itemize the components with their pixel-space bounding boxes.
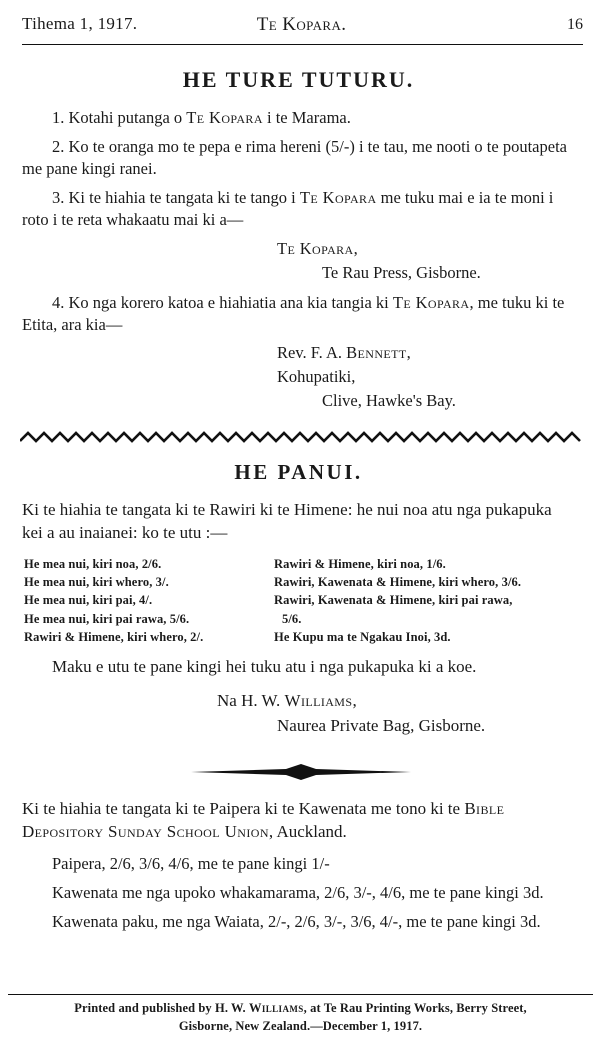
panui-intro: Ki te hiahia te tangata ki te Rawiri ki te Himene: he nui noa atu nga pukapuka kei a au inaianei: ko te utu :— — [22, 500, 552, 543]
address-bennett-region: Clive, Hawke's Bay. — [322, 391, 456, 411]
price-item: He Kupu ma te Ngakau Inoi, 3d. — [274, 629, 451, 644]
price-item-continuation: 5/6. — [282, 611, 302, 626]
section-he-panui — [22, 460, 575, 737]
price-item: He mea nui, kiri noa, 2/6. — [24, 557, 162, 572]
address-te-kopara: Te Kopara, — [277, 238, 358, 258]
price-item: Rawiri & Himene, kiri noa, 1/6. — [274, 557, 446, 572]
address-te-rau-press: Te Rau Press, Gisborne. — [322, 262, 481, 282]
section-panui-heading: HE PANUI. — [234, 460, 363, 485]
address-bennett-place: Kohupatiki, — [277, 367, 356, 387]
page-footer — [0, 994, 601, 1035]
panui-signature-address: Naurea Private Bag, Gisborne. — [277, 715, 486, 735]
price-list-column-left — [22, 555, 274, 646]
price-list — [22, 555, 575, 646]
price-item: He mea nui, kiri pai rawa, 5/6. — [24, 611, 190, 626]
ture-item-4: 4. Ko nga korero katoa e hiahiatia ana kia tangia ki Te Kopara, me tuku ki te Etita, ara kia— — [22, 292, 565, 334]
bible-line-1: Paipera, 2/6, 3/6, 4/6, me te pane kingi 1/- — [52, 854, 330, 874]
page-number: 16 — [567, 16, 583, 33]
ture-item-1: 1. Kotahi putanga o Te Kopara i te Marama. — [52, 108, 351, 127]
bible-line-3: Kawenata paku, me nga Waiata, 2/-, 2/6, 3/-, 3/6, 4/-, me te pane kingi 3d. — [52, 912, 541, 932]
diamond-divider — [191, 764, 411, 780]
ture-item-2: 2. Ko te oranga mo te pepa e rima hereni (5/-) i te tau, me nooti o te poutapeta me pane kingi ranei. — [22, 136, 567, 178]
bible-line-2: Kawenata me nga upoko whakamarama, 2/6, 3/-, 4/6, me te pane kingi 3d. — [52, 883, 544, 903]
ture-item-3: 3. Ki te hiahia te tangata ki te tango i Te Kopara me tuku mai e ia te moni i roto i te reta whakaatu mai ki a— — [22, 187, 554, 229]
footer-line-2: Gisborne, New Zealand.—December 1, 1917. — [178, 1018, 423, 1033]
footer-rule — [8, 994, 593, 995]
panui-signature: Na H. W. Williams, — [217, 691, 357, 711]
running-head-date: Tihema 1, 1917. — [22, 14, 138, 33]
address-bennett-name: Rev. F. A. Bennett, — [277, 343, 411, 363]
section-bible-depository — [22, 798, 575, 934]
panui-note: Maku e utu te pane kingi hei tuku atu i nga pukapuka ki a koe. — [52, 656, 477, 676]
section-ture-tuturu — [22, 67, 575, 412]
price-item: Rawiri & Himene, kiri whero, 2/. — [24, 629, 204, 644]
price-item: Rawiri, Kawenata & Himene, kiri pai rawa, — [274, 593, 513, 608]
running-head — [22, 14, 583, 45]
page — [0, 14, 601, 1045]
price-item: Rawiri, Kawenata & Himene, kiri whero, 3/6. — [274, 575, 522, 590]
price-item: He mea nui, kiri pai, 4/. — [24, 593, 153, 608]
ornamental-zigzag-rule — [20, 430, 581, 444]
price-item: He mea nui, kiri whero, 3/. — [24, 575, 169, 590]
bible-intro — [22, 798, 575, 844]
footer-line-1: Printed and published by H. W. Williams, at Te Rau Printing Works, Berry Street, — [74, 1001, 527, 1015]
running-head-title: Te Kopara. — [256, 14, 349, 35]
section-ture-heading: HE TURE TUTURU. — [182, 67, 415, 92]
price-list-column-right — [274, 555, 575, 646]
bible-intro-text: Ki te hiahia te tangata ki te Paipera ki te Kawenata me tono ki te Bible Depository Sunday School Union, Auckland. — [22, 798, 505, 841]
